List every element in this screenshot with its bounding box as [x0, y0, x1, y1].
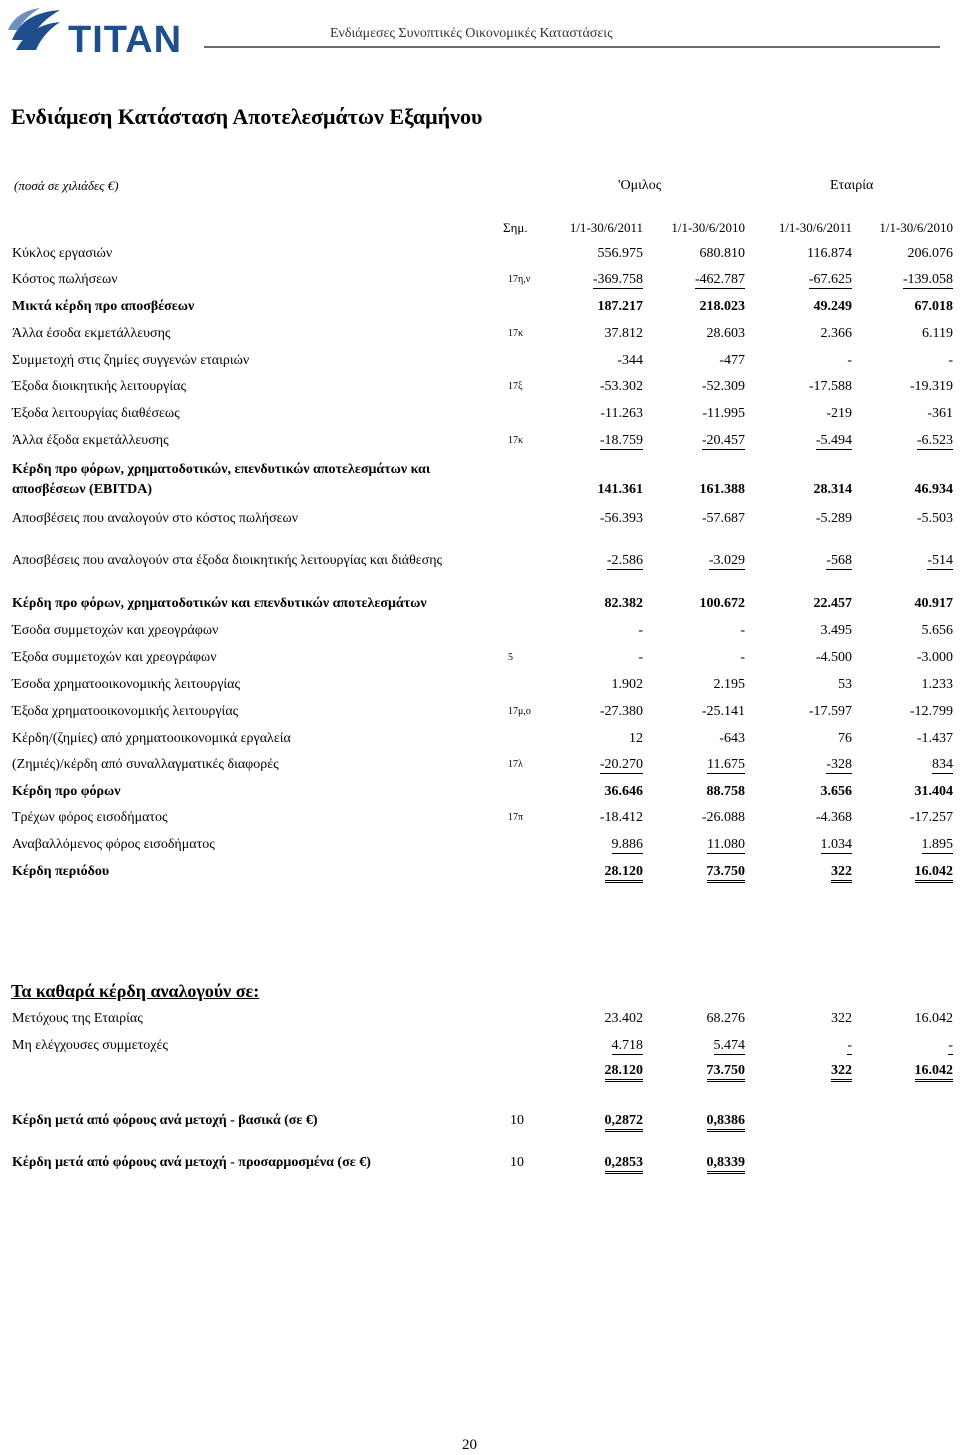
- cell: 3.495: [820, 623, 852, 638]
- cell: -25.141: [701, 704, 745, 719]
- row-label: Μετόχους της Εταιρίας: [12, 1011, 143, 1026]
- row-note: 10: [510, 1155, 524, 1170]
- cell: [645, 1038, 745, 1054]
- cell: 28.314: [813, 482, 852, 497]
- table-row: [0, 511, 960, 531]
- cell: -5.289: [815, 511, 852, 526]
- cell: 1.233: [921, 677, 953, 692]
- row-note: 17κ: [508, 435, 524, 446]
- cell: [853, 553, 953, 569]
- row-label: Έξοδα λειτουργίας διαθέσεως: [12, 406, 180, 421]
- row-label: Κέρδη περιόδου: [12, 864, 110, 879]
- cell: [543, 1155, 643, 1171]
- cell: -: [740, 650, 745, 665]
- cell-value: -568: [826, 553, 852, 568]
- cell-value: -462.787: [694, 272, 745, 287]
- cell-value: 1.034: [820, 837, 852, 852]
- cell: 40.917: [914, 596, 953, 611]
- cell-value: -20.270: [599, 757, 643, 772]
- cell: 6.119: [922, 326, 953, 341]
- table-row: [0, 272, 960, 292]
- cell-value: -18.759: [599, 433, 643, 448]
- cell: [853, 272, 953, 288]
- row-label: Τρέχων φόρος εισοδήματος: [12, 810, 168, 825]
- row-label: Έξοδα συμμετοχών και χρεογράφων: [12, 650, 217, 665]
- page-number: 20: [462, 1437, 477, 1453]
- cell-value: 5.474: [713, 1038, 745, 1053]
- cell: -52.309: [701, 379, 745, 394]
- cell: -: [638, 650, 643, 665]
- cell-value: 0,2853: [605, 1155, 644, 1174]
- row-note: 17λ: [508, 759, 523, 770]
- cell-value: -2.586: [606, 553, 643, 568]
- cell-value: 73.750: [707, 864, 746, 883]
- cell: -27.380: [599, 704, 643, 719]
- col-header-3: 1/1-30/6/2011: [778, 220, 852, 235]
- row-label: Κέρδη/(ζημίες) από χρηματοοικονομικά εργαλεία: [12, 731, 291, 746]
- page-title: Ενδιάμεση Κατάσταση Αποτελεσμάτων Εξαμήνου: [11, 104, 483, 129]
- table-row: [0, 299, 960, 319]
- cell: -26.088: [701, 810, 745, 825]
- cell-value: -328: [826, 757, 852, 772]
- cell: [543, 837, 643, 853]
- cell-value: 9.886: [611, 837, 643, 852]
- table-row-total: [0, 864, 960, 884]
- units-note: (ποσά σε χιλιάδες €): [14, 178, 119, 193]
- table-row: [0, 757, 960, 777]
- cell: -17.257: [909, 810, 953, 825]
- cell-value: -67.625: [808, 272, 852, 287]
- row-label: Αποσβέσεις που αναλογούν στα έξοδα διοικητικής λειτουργίας και διάθεσης: [12, 553, 443, 568]
- cell-value: 28.120: [605, 864, 644, 883]
- table-row: [0, 433, 960, 453]
- cell: -17.597: [808, 704, 852, 719]
- col-header-2: 1/1-30/6/2010: [671, 220, 745, 235]
- cell: -12.799: [909, 704, 953, 719]
- titan-logo: [6, 6, 206, 58]
- cell: 68.276: [706, 1011, 745, 1026]
- cell: [752, 757, 852, 773]
- cell: [853, 757, 953, 773]
- cell: [543, 272, 643, 288]
- cell: 23.402: [604, 1011, 643, 1026]
- row-note: 5: [508, 652, 513, 663]
- cell-value: -3.029: [708, 553, 745, 568]
- cell: 46.934: [914, 482, 953, 497]
- table-row: [0, 379, 960, 399]
- cell: [853, 837, 953, 853]
- cell: -: [948, 353, 953, 368]
- cell: [752, 553, 852, 569]
- cell: [853, 864, 953, 880]
- table-row: [0, 810, 960, 830]
- row-note: 17κ: [508, 328, 524, 339]
- row-label: Μικτά κέρδη προ αποσβέσεων: [12, 299, 195, 314]
- cell: -643: [719, 731, 745, 746]
- cell: 556.975: [597, 246, 643, 261]
- cell: -5.503: [916, 511, 953, 526]
- cell: 36.646: [604, 784, 643, 799]
- cell-value: 11.675: [707, 757, 745, 772]
- cell: [543, 1038, 643, 1054]
- table-row: [0, 553, 960, 573]
- cell: 31.404: [914, 784, 953, 799]
- cell: 206.076: [907, 246, 953, 261]
- cell: 2.366: [820, 326, 852, 341]
- cell: 3.656: [820, 784, 852, 799]
- cell: 2.195: [713, 677, 745, 692]
- eps-diluted-row: [0, 1155, 960, 1175]
- cell: [752, 1063, 852, 1079]
- attribution-row: [0, 1038, 960, 1058]
- col-header-1: 1/1-30/6/2011: [569, 220, 643, 235]
- cell: -1.437: [916, 731, 953, 746]
- cell: 187.217: [597, 299, 643, 314]
- cell: [752, 433, 852, 449]
- cell: -: [740, 623, 745, 638]
- cell: -: [847, 353, 852, 368]
- cell: 88.758: [706, 784, 745, 799]
- cell: 37.812: [604, 326, 643, 341]
- cell-value: -5.494: [815, 433, 852, 448]
- cell-value: 0,8339: [707, 1155, 746, 1174]
- attribution-title: Τα καθαρά κέρδη αναλογούν σε:: [11, 981, 260, 1001]
- row-label: Κόστος πωλήσεων: [12, 272, 118, 287]
- group-header-group: 'Ομιλος: [618, 178, 662, 193]
- group-header-company: Εταιρία: [830, 178, 874, 193]
- cell: -4.500: [815, 650, 852, 665]
- row-note: 17π: [508, 812, 524, 823]
- cell: 76: [838, 731, 852, 746]
- cell-value: 16.042: [915, 1063, 954, 1082]
- cell: 1.902: [611, 677, 643, 692]
- cell: 116.874: [807, 246, 852, 261]
- cell: -18.412: [599, 810, 643, 825]
- cell: 82.382: [604, 596, 643, 611]
- cell-value: -20.457: [701, 433, 745, 448]
- row-label: Έσοδα χρηματοοικονομικής λειτουργίας: [12, 677, 241, 692]
- cell: 680.810: [699, 246, 745, 261]
- cell: [645, 1155, 745, 1171]
- cell-value: 28.120: [605, 1063, 644, 1082]
- table-row: [0, 650, 960, 670]
- cell: [645, 1063, 745, 1079]
- table-row: [0, 596, 960, 616]
- cell: [752, 272, 852, 288]
- col-header-4: 1/1-30/6/2010: [879, 220, 953, 235]
- cell: 322: [831, 1011, 852, 1026]
- cell: 49.249: [813, 299, 852, 314]
- document-title: Ενδιάμεσες Συνοπτικές Οικονομικές Καταστάσεις: [330, 26, 613, 41]
- cell: -477: [719, 353, 745, 368]
- cell: [543, 864, 643, 880]
- row-label: Κύκλος εργασιών: [12, 246, 113, 261]
- cell-value: 0,2872: [605, 1113, 644, 1132]
- cell-value: 322: [831, 864, 852, 883]
- cell: -19.319: [909, 379, 953, 394]
- cell: -17.588: [808, 379, 852, 394]
- cell-value: -: [847, 1038, 852, 1053]
- table-row: [0, 677, 960, 697]
- row-note: 10: [510, 1113, 524, 1128]
- row-label: Κέρδη προ φόρων, χρηματοδοτικών και επενδυτικών αποτελεσμάτων: [12, 596, 427, 611]
- table-row: [0, 623, 960, 643]
- cell: [543, 757, 643, 773]
- table-row: [0, 353, 960, 373]
- table-row-ebitda: [0, 460, 960, 504]
- row-label: Συμμετοχή στις ζημίες συγγενών εταιριών: [12, 353, 250, 368]
- cell: [645, 864, 745, 880]
- cell: -57.687: [701, 511, 745, 526]
- logo-text: TITAN: [68, 19, 183, 58]
- cell-value: 16.042: [915, 864, 954, 883]
- row-note: 17ξ: [508, 381, 523, 392]
- cell-value: -139.058: [902, 272, 953, 287]
- row-note: 17μ,ο: [508, 706, 531, 717]
- cell-value: -369.758: [592, 272, 643, 287]
- cell: [543, 433, 643, 449]
- table-row: [0, 406, 960, 426]
- cell-value: 322: [831, 1063, 852, 1082]
- cell-value: 1.895: [921, 837, 953, 852]
- row-label: Αποσβέσεις που αναλογούν στο κόστος πωλήσεων: [12, 511, 299, 526]
- cell-value: -514: [927, 553, 953, 568]
- cell-value: 4.718: [611, 1038, 643, 1053]
- cell: -344: [617, 353, 643, 368]
- cell: [853, 1063, 953, 1079]
- table-row: [0, 326, 960, 346]
- cell: [645, 272, 745, 288]
- row-label: Κέρδη μετά από φόρους ανά μετοχή - προσαρμοσμένα (σε €): [12, 1155, 371, 1170]
- cell: -53.302: [599, 379, 643, 394]
- row-label: Κέρδη προ φόρων: [12, 784, 121, 799]
- table-row: [0, 837, 960, 857]
- cell: 161.388: [699, 482, 745, 497]
- table-row: [0, 704, 960, 724]
- cell: [853, 433, 953, 449]
- cell: 218.023: [699, 299, 745, 314]
- col-header-note: Σημ.: [503, 220, 528, 235]
- cell: [752, 864, 852, 880]
- row-label: Άλλα έσοδα εκμετάλλευσης: [12, 326, 171, 341]
- attribution-row: [0, 1011, 960, 1031]
- cell-value: 0,8386: [707, 1113, 746, 1132]
- row-note: 17η,ν: [508, 274, 531, 285]
- cell: 53: [838, 677, 852, 692]
- cell-value: -6.523: [916, 433, 953, 448]
- row-label: Έξοδα χρηματοοικονομικής λειτουργίας: [12, 704, 239, 719]
- cell: 67.018: [914, 299, 953, 314]
- page-header: [0, 0, 960, 60]
- row-label: Κέρδη προ φόρων, χρηματοδοτικών, επενδυτικών αποτελεσμάτων και αποσβέσεων (EBITDA): [12, 462, 431, 497]
- cell: 22.457: [813, 596, 852, 611]
- cell: [752, 837, 852, 853]
- cell: [645, 553, 745, 569]
- cell: [543, 1063, 643, 1079]
- cell-value: 11.080: [707, 837, 745, 852]
- cell-value: 834: [932, 757, 953, 772]
- row-label: Μη ελέγχουσες συμμετοχές: [12, 1038, 168, 1053]
- eps-basic-row: [0, 1113, 960, 1133]
- cell: -4.368: [815, 810, 852, 825]
- cell: -: [638, 623, 643, 638]
- cell: [543, 553, 643, 569]
- cell: 16.042: [914, 1011, 953, 1026]
- cell: [543, 1113, 643, 1129]
- cell: 5.656: [921, 623, 953, 638]
- row-label: Κέρδη μετά από φόρους ανά μετοχή - βασικά (σε €): [12, 1113, 318, 1128]
- cell: -361: [927, 406, 953, 421]
- cell: [853, 1038, 953, 1054]
- cell-value: 73.750: [707, 1063, 746, 1082]
- header-divider: [204, 46, 940, 48]
- cell: -11.263: [600, 406, 643, 421]
- cell: [645, 837, 745, 853]
- cell: -219: [826, 406, 852, 421]
- cell: 141.361: [597, 482, 643, 497]
- table-row: [0, 246, 960, 266]
- cell: -3.000: [916, 650, 953, 665]
- row-label: (Ζημιές)/κέρδη από συναλλαγματικές διαφορές: [12, 757, 279, 772]
- table-row: [0, 784, 960, 804]
- cell-value: -: [948, 1038, 953, 1053]
- cell: 12: [629, 731, 643, 746]
- cell: 100.672: [699, 596, 745, 611]
- cell: -56.393: [599, 511, 643, 526]
- cell: [645, 1113, 745, 1129]
- attribution-total-row: [0, 1063, 960, 1083]
- cell: -11.995: [702, 406, 745, 421]
- cell: [752, 1038, 852, 1054]
- table-row: [0, 731, 960, 751]
- cell: [645, 433, 745, 449]
- row-label: Αναβαλλόμενος φόρος εισοδήματος: [12, 837, 215, 852]
- row-label: Άλλα έξοδα εκμετάλλευσης: [12, 433, 169, 448]
- row-label: Έσοδα συμμετοχών και χρεογράφων: [12, 623, 219, 638]
- row-label: Έξοδα διοικητικής λειτουργίας: [12, 379, 186, 394]
- column-header-row: [0, 220, 960, 240]
- cell: [645, 757, 745, 773]
- cell: 28.603: [706, 326, 745, 341]
